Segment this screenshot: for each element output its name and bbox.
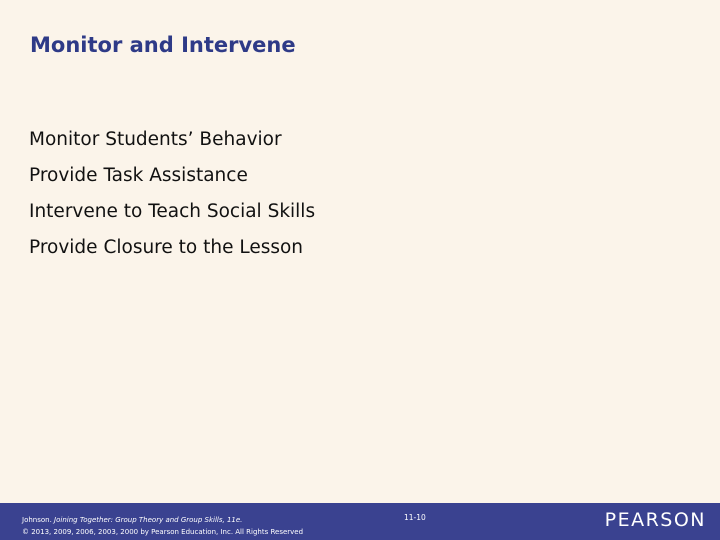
page-number: 11-10 [404, 513, 426, 522]
bullet-list [29, 122, 315, 266]
copyright-line: © 2013, 2009, 2006, 2003, 2000 by Pearson Education, Inc. All Rights Reserved [22, 528, 304, 536]
footer-bar [0, 503, 720, 540]
bullet-item: Provide Closure to the Lesson [29, 237, 304, 258]
bullet-item: Intervene to Teach Social Skills [29, 201, 316, 222]
slide-title: Monitor and Intervene [30, 33, 296, 57]
book-title: Joining Together: Group Theory and Group Skills, 11e. [54, 516, 243, 524]
footer-credit [22, 514, 303, 538]
author: Johnson. [22, 516, 52, 524]
bullet-item: Monitor Students’ Behavior [29, 129, 282, 150]
citation-line [22, 514, 303, 526]
bullet-item: Provide Task Assistance [29, 165, 248, 186]
pearson-logo: PEARSON [604, 509, 706, 531]
